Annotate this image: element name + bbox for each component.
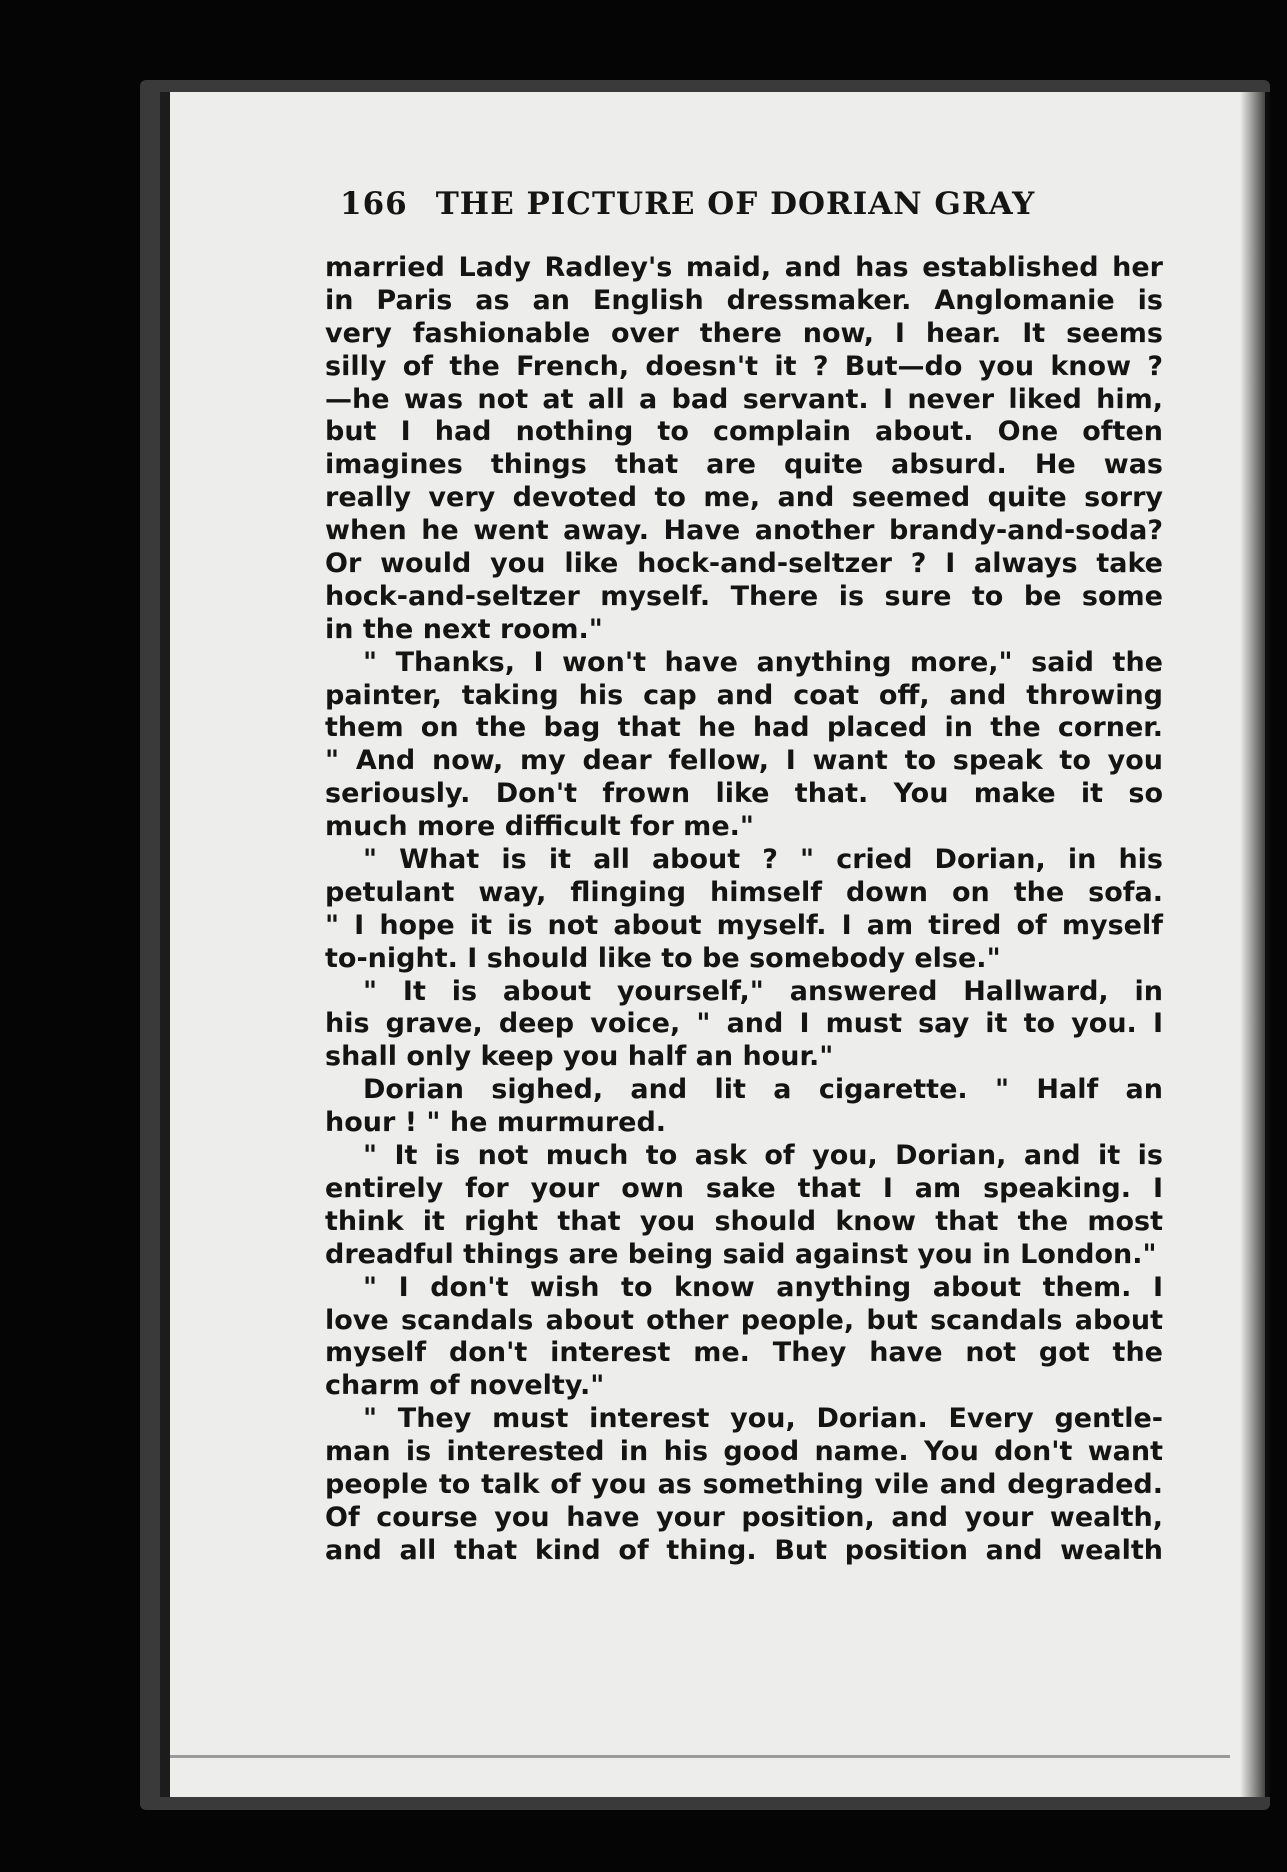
text-line: hock-and-seltzer myself. There is sure to be some — [325, 580, 1163, 612]
text-line: painter, taking his cap and coat off, and throwing — [325, 679, 1163, 711]
text-line: very fashionable over there now, I hear. It seems — [325, 317, 1163, 349]
page-number: 166 — [340, 186, 408, 222]
text-line: " And now, my dear fellow, I want to speak to you — [325, 745, 1163, 777]
text-line: Dorian sighed, and lit a cigarette. " Half an — [363, 1074, 1163, 1106]
running-head — [340, 186, 1100, 222]
text-line: dreadful things are being said against you in London." — [325, 1238, 1157, 1270]
text-line: imagines things that are quite absurd. He was — [325, 449, 1163, 481]
text-line: people to talk of you as something vile and degraded. — [325, 1468, 1163, 1500]
text-line: " It is not much to ask of you, Dorian, and it is — [363, 1140, 1163, 1172]
text-line: shall only keep you half an hour." — [325, 1041, 834, 1073]
page-bottom-edge — [170, 1755, 1230, 1758]
text-line: love scandals about other people, but scandals about — [325, 1304, 1163, 1336]
text-line: man is interested in his good name. You don't want — [325, 1436, 1163, 1468]
text-line: to-night. I should like to be somebody else." — [325, 942, 1001, 974]
text-line: " I don't wish to know anything about them. I — [363, 1271, 1163, 1303]
text-line: in the next room." — [325, 613, 603, 645]
text-line: " They must interest you, Dorian. Every gentle- — [363, 1403, 1163, 1435]
book-title: THE PICTURE OF DORIAN GRAY — [435, 186, 1036, 222]
text-line: married Lady Radley's maid, and has established her — [325, 252, 1163, 283]
text-line: entirely for your own sake that I am speaking. I — [325, 1172, 1163, 1204]
text-line: " It is about yourself," answered Hallward, in — [363, 975, 1163, 1007]
text-line: " What is it all about ? " cried Dorian, in his — [363, 844, 1163, 876]
text-line: really very devoted to me, and seemed quite sorry — [325, 482, 1163, 514]
text-line: silly of the French, doesn't it ? But—do you know ? — [325, 350, 1163, 382]
text-line: much more difficult for me." — [325, 811, 754, 843]
text-line: in Paris as an English dressmaker. Anglomanie is — [325, 284, 1163, 316]
text-line: and all that kind of thing. But position and wealth — [325, 1534, 1163, 1566]
text-line: think it right that you should know that the most — [325, 1205, 1163, 1237]
text-line: petulant way, flinging himself down on the sofa. — [325, 876, 1163, 908]
text-line: charm of novelty." — [325, 1370, 605, 1402]
text-line: but I had nothing to complain about. One often — [325, 416, 1163, 448]
text-line: —he was not at all a bad servant. I never liked him, — [325, 383, 1163, 415]
text-line: his grave, deep voice, " and I must say it to you. I — [325, 1008, 1163, 1040]
text-line: " Thanks, I won't have anything more," said the — [363, 646, 1163, 678]
text-line: myself don't interest me. They have not got the — [325, 1337, 1163, 1369]
gutter-shadow — [1240, 92, 1270, 1797]
text-line: seriously. Don't frown like that. You make it so — [325, 778, 1163, 810]
text-line: them on the bag that he had placed in the corner. — [325, 712, 1163, 744]
text-line: when he went away. Have another brandy-and-soda? — [325, 515, 1163, 547]
body-text — [325, 252, 1163, 1568]
text-line: Of course you have your position, and your wealth, — [325, 1501, 1163, 1533]
text-line: " I hope it is not about myself. I am tired of myself — [325, 909, 1163, 941]
text-line: hour ! " he murmured. — [325, 1107, 667, 1139]
text-line: Or would you like hock-and-seltzer ? I always take — [325, 548, 1163, 580]
